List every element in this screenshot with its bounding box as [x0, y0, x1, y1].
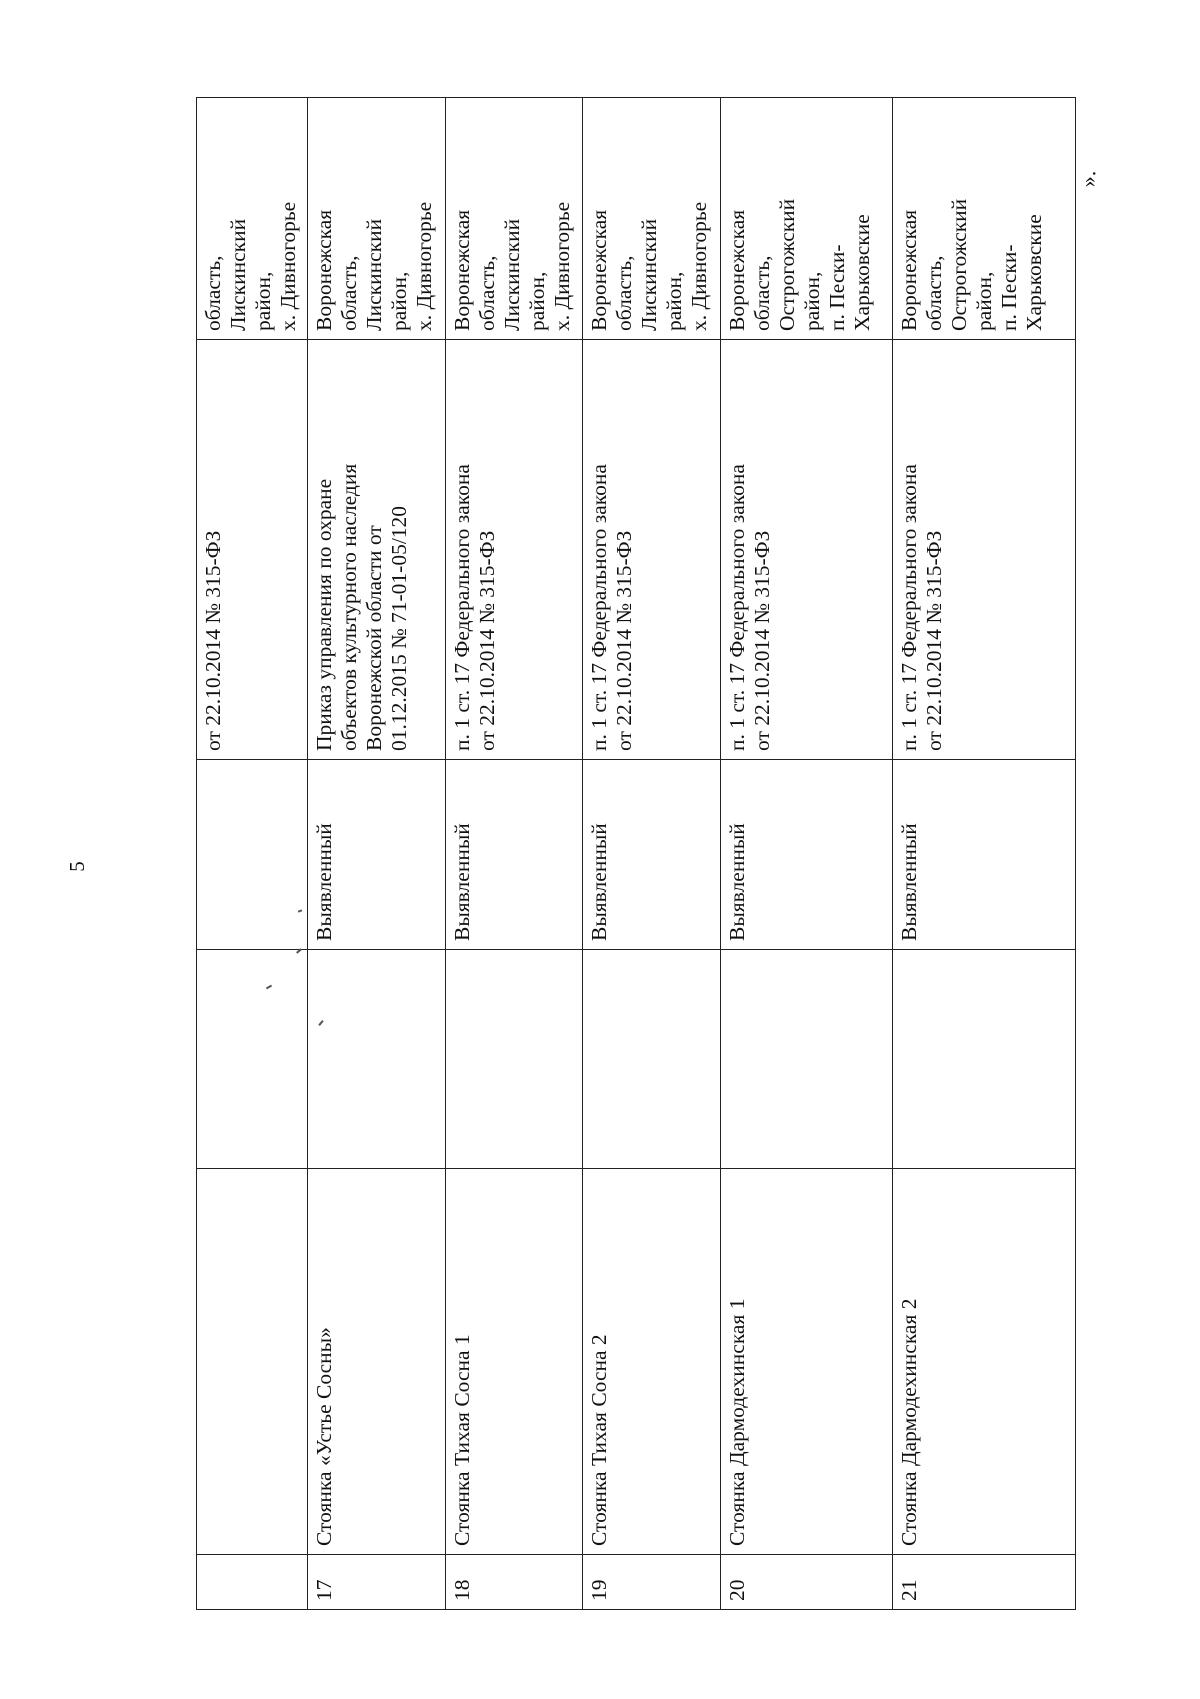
- object-address: Воронежская область, Лискинский район, х. Дивногорье: [308, 98, 446, 340]
- object-name: Стоянка Дармодехинская 1: [720, 1169, 892, 1555]
- legal-act: п. 1 ст. 17 Федерального закона от 22.10.2014 № 315-ФЗ: [445, 340, 583, 760]
- empty-cell: [583, 950, 721, 1169]
- object-address: Воронежская область, Лискинский район, х. Дивногорье: [445, 98, 583, 340]
- closing-quote: ».: [1075, 170, 1101, 188]
- legal-act: от 22.10.2014 № 315-ФЗ: [197, 340, 308, 760]
- table-row: [720, 98, 892, 1610]
- table-row: [308, 98, 446, 1610]
- object-address: область, Лискинский район, х. Дивногорье: [197, 98, 308, 340]
- row-number: 20: [720, 1555, 892, 1610]
- object-name: Стоянка Тихая Сосна 2: [583, 1169, 721, 1555]
- object-name: Стоянка «Устье Сосны»: [308, 1169, 446, 1555]
- table-row: [197, 98, 308, 1610]
- empty-cell: [197, 950, 308, 1169]
- object-name: [197, 1169, 308, 1555]
- row-number: [197, 1555, 308, 1610]
- object-address: Воронежская область, Острогожский район, п. Пески- Харьковские: [720, 98, 892, 340]
- legal-act: Приказ управления по охране объектов культурного наследия Воронежской области от 01.12.2015 № 71-01-05/120: [308, 340, 446, 760]
- row-number: 17: [308, 1555, 446, 1610]
- row-number: 21: [893, 1555, 1076, 1610]
- table-row: [445, 98, 583, 1610]
- table-row: [893, 98, 1076, 1610]
- legal-act: п. 1 ст. 17 Федерального закона от 22.10.2014 № 315-ФЗ: [583, 340, 721, 760]
- object-category: Выявленный: [893, 760, 1076, 950]
- legal-act: п. 1 ст. 17 Федерального закона от 22.10.2014 № 315-ФЗ: [720, 340, 892, 760]
- legal-act: п. 1 ст. 17 Федерального закона от 22.10.2014 № 315-ФЗ: [893, 340, 1076, 760]
- empty-cell: [445, 950, 583, 1169]
- object-category: Выявленный: [583, 760, 721, 950]
- page-number: 5: [64, 861, 89, 872]
- object-address: Воронежская область, Острогожский район, п. Пески- Харьковские: [893, 98, 1076, 340]
- object-name: Стоянка Дармодехинская 2: [893, 1169, 1076, 1555]
- empty-cell: [893, 950, 1076, 1169]
- empty-cell: [308, 950, 446, 1169]
- object-category: [197, 760, 308, 950]
- heritage-objects-table-wrapper: [196, 98, 1076, 1610]
- object-category: Выявленный: [308, 760, 446, 950]
- object-category: Выявленный: [720, 760, 892, 950]
- heritage-objects-table: [196, 97, 1076, 1610]
- object-address: Воронежская область, Лискинский район, х. Дивногорье: [583, 98, 721, 340]
- object-name: Стоянка Тихая Сосна 1: [445, 1169, 583, 1555]
- empty-cell: [720, 950, 892, 1169]
- table-row: [583, 98, 721, 1610]
- object-category: Выявленный: [445, 760, 583, 950]
- row-number: 18: [445, 1555, 583, 1610]
- row-number: 19: [583, 1555, 721, 1610]
